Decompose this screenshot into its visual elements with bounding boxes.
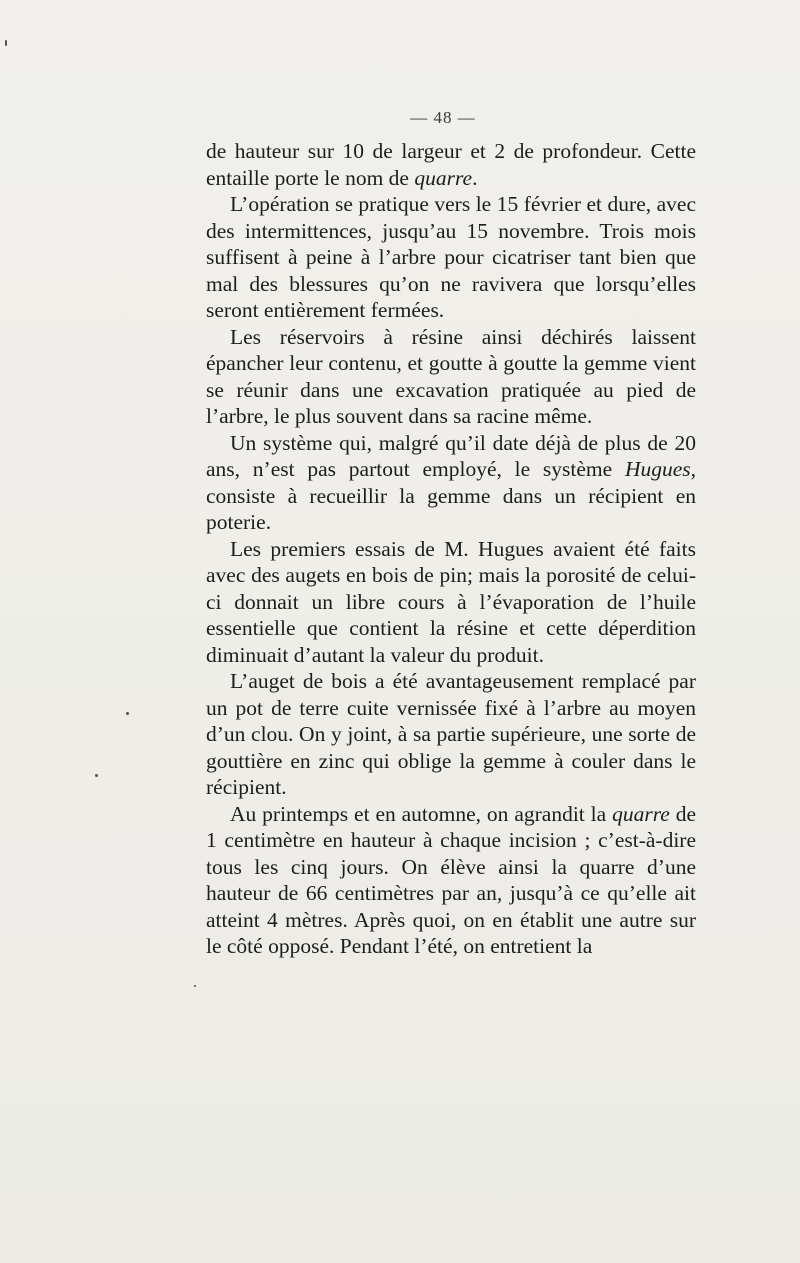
page-number: — 48 — xyxy=(410,108,476,127)
paragraph-enlarging-quarre: Au printemps et en automne, on agrandit la quarre de 1 centimètre en hauteur à chaque incision ; c’est-à-dire tous les cinq jours. On élève ainsi la quarre d’une hauteur de 66 centimètres par an, jusqu’à ce qu’elle ait atteint 4 mètres. Après quoi, on en établit une autre sur le côté opposé. Pendant l’été, on entretient la xyxy=(206,801,696,958)
paragraph-operation-timing: L’opération se pratique vers le 15 février et dure, avec des intermittences, jusqu’au 15 novembre. Trois mois suffisent à peine à l’arbre pour cicatriser tant bien que mal des blessures qu’on ne ravivera que lorsqu’elles seront entièrement fermées. xyxy=(206,192,696,322)
scan-speck xyxy=(95,774,98,777)
paragraph-hugues-system: Un système qui, malgré qu’il date déjà de plus de 20 ans, n’est pas partout employé, le système Hugues, consiste à recueillir la gemme dans un récipient en poterie. xyxy=(206,430,696,534)
body-text xyxy=(206,138,696,960)
scan-speck xyxy=(5,40,7,46)
scan-speck xyxy=(126,712,129,715)
paragraph-clay-pot: L’auget de bois a été avantageusement remplacé par un pot de terre cuite vernissée fixé à l’arbre au moyen d’un clou. On y joint, à sa partie supérieure, une sorte de gouttière en zinc qui oblige la gemme à couler dans le récipient. xyxy=(206,669,696,799)
paragraph-resin-reservoirs: Les réservoirs à résine ainsi déchirés laissent épancher leur contenu, et goutte à goutte la gemme vient se réunir dans une excavation pratiquée au pied de l’arbre, le plus souvent dans sa racine même. xyxy=(206,324,696,428)
italic-term-quarre: quarre xyxy=(612,801,670,826)
paragraph-continuation: de hauteur sur 10 de largeur et 2 de profondeur. Cette entaille porte le nom de quarre. xyxy=(206,139,696,190)
italic-term-quarre: quarre xyxy=(414,165,473,190)
paragraph-first-trials: Les premiers essais de M. Hugues avaient été faits avec des augets en bois de pin; mais la porosité de celui-ci donnait un libre cours à l’évaporation de l’huile essentielle que contient la résine et cette déperdition diminuait d’autant la valeur du produit. xyxy=(206,536,696,667)
italic-term-hugues: Hugues xyxy=(624,457,691,481)
scan-speck xyxy=(194,985,196,987)
